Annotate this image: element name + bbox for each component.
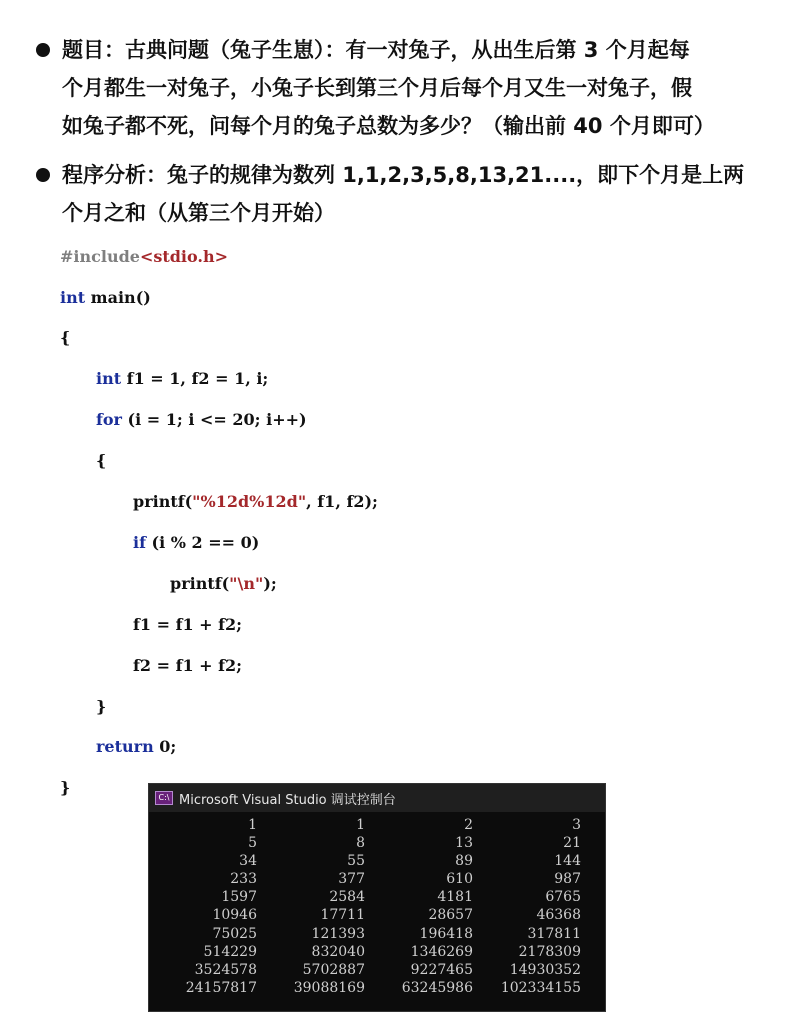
console-output-value: 14930352 (509, 961, 581, 978)
console-output-value: 377 (338, 871, 365, 888)
console-output-value: 1 (356, 817, 365, 833)
bullet-icon (36, 168, 50, 182)
problem-line-1: 题目：古典问题（兔子生崽）：有一对兔子，从出生后第 3 个月起每 (62, 38, 690, 62)
code-line-open-brace: { (60, 328, 71, 347)
console-output-row (149, 852, 605, 870)
console-output-value: 55 (347, 853, 365, 870)
code-line-main: int main() (60, 288, 151, 307)
console-output-value: 21 (563, 835, 581, 852)
console-output-value: 144 (554, 853, 581, 870)
console-output-value: 233 (230, 871, 257, 888)
console-output-value: 39088169 (293, 979, 365, 996)
console-output-value: 1346269 (410, 943, 473, 960)
console-output-value: 75025 (212, 925, 257, 942)
console-output-value: 987 (554, 871, 581, 888)
console-output-value: 10946 (212, 907, 257, 924)
console-output-value: 5 (248, 835, 257, 852)
console-output-row (149, 925, 605, 943)
console-output-value: 34 (239, 853, 257, 870)
problem-statement (38, 31, 758, 145)
problem-line-3: 如兔子都不死，问每个月的兔子总数为多少？（输出前 40 个月即可） (62, 114, 715, 138)
debug-console-window (148, 783, 606, 1012)
console-output-value: 832040 (311, 943, 365, 960)
code-line-printf1: printf("%12d%12d", f1, f2); (133, 492, 378, 511)
console-output-value: 89 (455, 853, 473, 870)
console-output-value: 63245986 (401, 979, 473, 996)
code-line-close-brace: } (60, 778, 71, 797)
console-output-value: 121393 (311, 925, 365, 942)
console-output-value: 6765 (545, 889, 581, 906)
console-output-value: 196418 (419, 925, 473, 942)
code-line-return: return 0; (96, 737, 177, 756)
code-line-include: #include<stdio.h> (60, 247, 229, 266)
console-output-value: 24157817 (185, 979, 257, 996)
console-output-row (149, 979, 605, 997)
console-output-value: 4181 (437, 889, 473, 906)
console-output-value: 317811 (527, 925, 581, 942)
console-output-value: 102334155 (500, 979, 581, 996)
console-output-row (149, 943, 605, 961)
console-output-value: 13 (455, 835, 473, 852)
code-line-printf2: printf("\n"); (170, 574, 277, 593)
problem-line-2: 个月都生一对兔子，小兔子长到第三个月后每个月又生一对兔子，假 (62, 76, 692, 100)
console-output-value: 28657 (428, 907, 473, 924)
code-line-assign1: f1 = f1 + f2; (133, 615, 243, 634)
console-output-row (149, 870, 605, 888)
code-line-assign2: f2 = f1 + f2; (133, 656, 243, 675)
analysis-line-2: 个月之和（从第三个月开始） (62, 201, 335, 225)
console-output-value: 5702887 (302, 961, 365, 978)
bullet-icon (36, 43, 50, 57)
console-output-value: 514229 (203, 943, 257, 960)
console-output-value: 1597 (221, 889, 257, 906)
console-output-row (149, 961, 605, 979)
console-output-value: 3524578 (194, 961, 257, 978)
console-output-value: 2584 (329, 889, 365, 906)
code-line-if: if (i % 2 == 0) (133, 533, 260, 552)
console-output-value: 2178309 (518, 943, 581, 960)
console-output-value: 46368 (536, 907, 581, 924)
code-line-decl: int f1 = 1, f2 = 1, i; (96, 369, 269, 388)
console-output-value: 17711 (320, 907, 365, 924)
console-title: Microsoft Visual Studio 调试控制台 (179, 792, 396, 808)
console-output-row (149, 834, 605, 852)
console-output-value: 2 (464, 817, 473, 833)
console-output-row (149, 906, 605, 924)
console-output-value: 610 (446, 871, 473, 888)
code-line-for: for (i = 1; i <= 20; i++) (96, 410, 307, 429)
console-output-row (149, 816, 605, 834)
console-output-value: 1 (248, 817, 257, 833)
analysis-statement (38, 156, 758, 232)
console-output-row (149, 888, 605, 906)
console-output-value: 9227465 (410, 961, 473, 978)
console-output-value: 3 (572, 817, 581, 833)
console-app-icon: C:\ (155, 791, 173, 805)
code-line-inner-open: { (96, 451, 107, 470)
console-output-value: 8 (356, 835, 365, 852)
console-title-bar[interactable] (149, 784, 605, 812)
code-line-inner-close: } (96, 697, 107, 716)
analysis-line-1: 程序分析：兔子的规律为数列 1,1,2,3,5,8,13,21....，即下个月是上两 (62, 163, 745, 187)
console-output (149, 812, 605, 997)
